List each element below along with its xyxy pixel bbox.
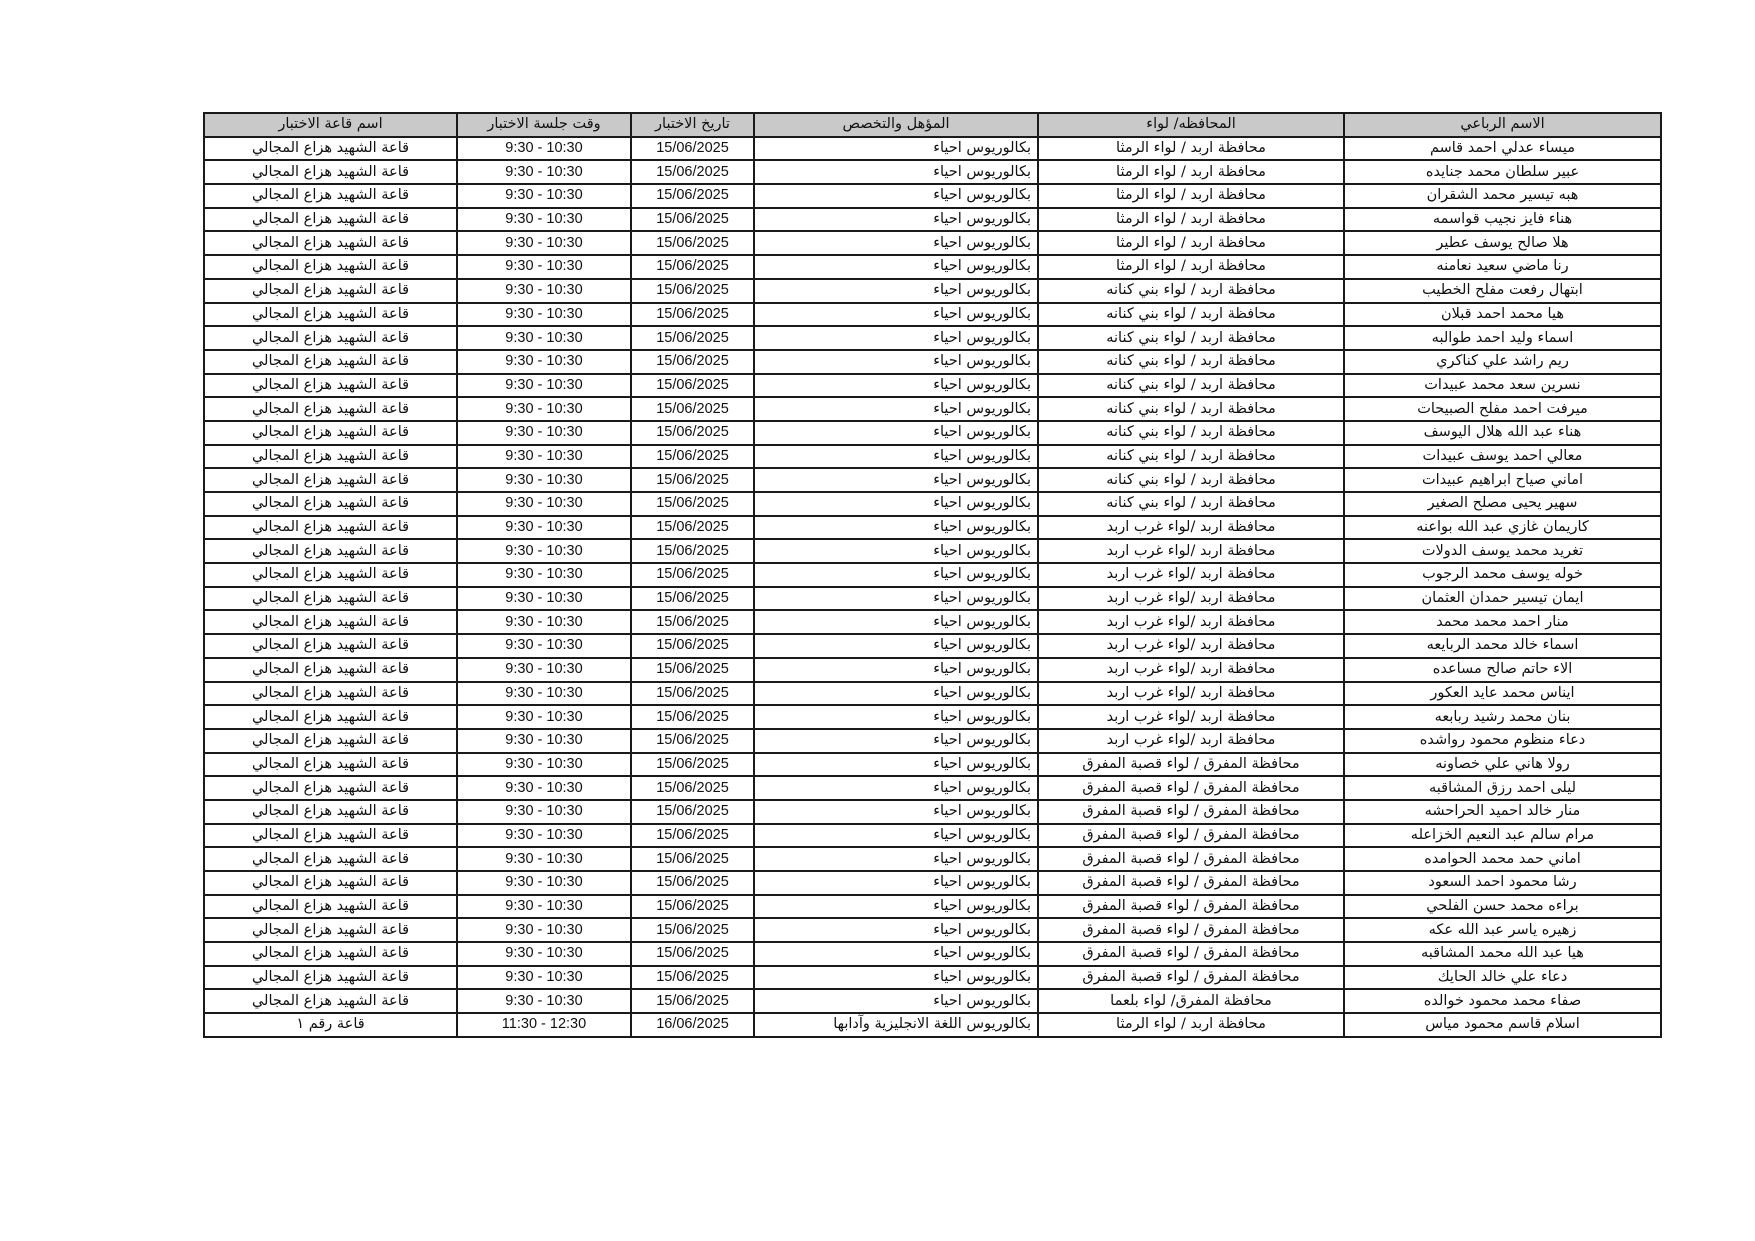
table-row xyxy=(204,895,1661,919)
cell-date: 15/06/2025 xyxy=(631,279,754,303)
cell-hall: قاعة الشهيد هزاع المجالي xyxy=(204,800,457,824)
cell-time: 11:30 - 12:30 xyxy=(457,1013,631,1037)
cell-time: 9:30 - 10:30 xyxy=(457,445,631,469)
cell-governorate: محافظة المفرق / لواء قصبة المفرق xyxy=(1038,895,1344,919)
table-row xyxy=(204,705,1661,729)
cell-governorate: محافظة اربد /لواء غرب اربد xyxy=(1038,729,1344,753)
cell-date: 15/06/2025 xyxy=(631,942,754,966)
cell-hall: قاعة الشهيد هزاع المجالي xyxy=(204,989,457,1013)
cell-date: 15/06/2025 xyxy=(631,492,754,516)
cell-governorate: محافظة اربد /لواء غرب اربد xyxy=(1038,539,1344,563)
cell-time: 9:30 - 10:30 xyxy=(457,374,631,398)
cell-governorate: محافظة اربد / لواء بني كنانه xyxy=(1038,279,1344,303)
cell-hall: قاعة الشهيد هزاع المجالي xyxy=(204,682,457,706)
table-row xyxy=(204,326,1661,350)
cell-qualification: بكالوريوس احياء xyxy=(754,516,1038,540)
cell-governorate: محافظة اربد / لواء الرمثا xyxy=(1038,1013,1344,1037)
table-row xyxy=(204,942,1661,966)
cell-time: 9:30 - 10:30 xyxy=(457,824,631,848)
cell-time: 9:30 - 10:30 xyxy=(457,682,631,706)
cell-date: 15/06/2025 xyxy=(631,231,754,255)
cell-governorate: محافظة اربد / لواء بني كنانه xyxy=(1038,445,1344,469)
cell-name: هناء عبد الله هلال اليوسف xyxy=(1344,421,1661,445)
cell-hall: قاعة الشهيد هزاع المجالي xyxy=(204,279,457,303)
cell-date: 15/06/2025 xyxy=(631,847,754,871)
cell-governorate: محافظة اربد / لواء بني كنانه xyxy=(1038,492,1344,516)
cell-name: اماني صياح ابراهيم عبيدات xyxy=(1344,468,1661,492)
cell-date: 15/06/2025 xyxy=(631,895,754,919)
cell-time: 9:30 - 10:30 xyxy=(457,397,631,421)
cell-name: هيا عبد الله محمد المشاقبه xyxy=(1344,942,1661,966)
cell-name: ليلى احمد رزق المشاقبه xyxy=(1344,776,1661,800)
cell-time: 9:30 - 10:30 xyxy=(457,516,631,540)
cell-governorate: محافظة اربد / لواء بني كنانه xyxy=(1038,350,1344,374)
cell-governorate: محافظة اربد /لواء غرب اربد xyxy=(1038,634,1344,658)
cell-governorate: محافظة اربد /لواء غرب اربد xyxy=(1038,682,1344,706)
table-row xyxy=(204,231,1661,255)
cell-governorate: محافظة اربد / لواء الرمثا xyxy=(1038,231,1344,255)
cell-qualification: بكالوريوس احياء xyxy=(754,397,1038,421)
cell-name: كاريمان غازي عبد الله بواعنه xyxy=(1344,516,1661,540)
table-row xyxy=(204,824,1661,848)
cell-hall: قاعة الشهيد هزاع المجالي xyxy=(204,563,457,587)
cell-date: 15/06/2025 xyxy=(631,137,754,161)
cell-time: 9:30 - 10:30 xyxy=(457,539,631,563)
cell-time: 9:30 - 10:30 xyxy=(457,729,631,753)
cell-time: 9:30 - 10:30 xyxy=(457,255,631,279)
cell-governorate: محافظة اربد / لواء بني كنانه xyxy=(1038,468,1344,492)
cell-name: مرام سالم عبد النعيم الخزاعله xyxy=(1344,824,1661,848)
cell-governorate: محافظة المفرق / لواء قصبة المفرق xyxy=(1038,847,1344,871)
table-row xyxy=(204,847,1661,871)
table-row xyxy=(204,729,1661,753)
cell-date: 15/06/2025 xyxy=(631,445,754,469)
cell-time: 9:30 - 10:30 xyxy=(457,279,631,303)
table-row xyxy=(204,184,1661,208)
cell-qualification: بكالوريوس احياء xyxy=(754,137,1038,161)
cell-time: 9:30 - 10:30 xyxy=(457,966,631,990)
cell-governorate: محافظة المفرق / لواء قصبة المفرق xyxy=(1038,753,1344,777)
cell-qualification: بكالوريوس احياء xyxy=(754,421,1038,445)
table-body xyxy=(204,137,1661,1037)
cell-date: 15/06/2025 xyxy=(631,800,754,824)
cell-date: 15/06/2025 xyxy=(631,824,754,848)
cell-date: 15/06/2025 xyxy=(631,326,754,350)
cell-time: 9:30 - 10:30 xyxy=(457,231,631,255)
cell-name: عبير سلطان محمد جنايده xyxy=(1344,160,1661,184)
cell-qualification: بكالوريوس احياء xyxy=(754,966,1038,990)
cell-governorate: محافظة المفرق / لواء قصبة المفرق xyxy=(1038,824,1344,848)
header-name: الاسم الرباعي xyxy=(1344,113,1661,137)
cell-hall: قاعة الشهيد هزاع المجالي xyxy=(204,776,457,800)
cell-time: 9:30 - 10:30 xyxy=(457,634,631,658)
cell-hall: قاعة الشهيد هزاع المجالي xyxy=(204,895,457,919)
cell-qualification: بكالوريوس احياء xyxy=(754,847,1038,871)
cell-hall: قاعة الشهيد هزاع المجالي xyxy=(204,303,457,327)
header-governorate: المحافظه/ لواء xyxy=(1038,113,1344,137)
cell-qualification: بكالوريوس احياء xyxy=(754,634,1038,658)
cell-name: بنان محمد رشيد ربابعه xyxy=(1344,705,1661,729)
cell-qualification: بكالوريوس احياء xyxy=(754,184,1038,208)
cell-qualification: بكالوريوس احياء xyxy=(754,895,1038,919)
cell-date: 15/06/2025 xyxy=(631,776,754,800)
cell-time: 9:30 - 10:30 xyxy=(457,492,631,516)
cell-name: هلا صالح يوسف عطير xyxy=(1344,231,1661,255)
cell-hall: قاعة الشهيد هزاع المجالي xyxy=(204,516,457,540)
cell-date: 15/06/2025 xyxy=(631,729,754,753)
cell-qualification: بكالوريوس احياء xyxy=(754,658,1038,682)
cell-hall: قاعة الشهيد هزاع المجالي xyxy=(204,397,457,421)
cell-hall: قاعة الشهيد هزاع المجالي xyxy=(204,137,457,161)
table-row xyxy=(204,610,1661,634)
cell-date: 15/06/2025 xyxy=(631,705,754,729)
cell-name: اسماء خالد محمد الربايعه xyxy=(1344,634,1661,658)
cell-time: 9:30 - 10:30 xyxy=(457,658,631,682)
table-row xyxy=(204,871,1661,895)
exam-schedule-table xyxy=(203,112,1662,1038)
cell-hall: قاعة الشهيد هزاع المجالي xyxy=(204,587,457,611)
cell-time: 9:30 - 10:30 xyxy=(457,303,631,327)
cell-date: 15/06/2025 xyxy=(631,563,754,587)
cell-qualification: بكالوريوس احياء xyxy=(754,871,1038,895)
cell-hall: قاعة الشهيد هزاع المجالي xyxy=(204,468,457,492)
cell-hall: قاعة الشهيد هزاع المجالي xyxy=(204,184,457,208)
cell-hall: قاعة الشهيد هزاع المجالي xyxy=(204,255,457,279)
table-row xyxy=(204,421,1661,445)
cell-name: الاء حاتم صالح مساعده xyxy=(1344,658,1661,682)
cell-hall: قاعة الشهيد هزاع المجالي xyxy=(204,658,457,682)
cell-governorate: محافظة اربد /لواء غرب اربد xyxy=(1038,705,1344,729)
table-row xyxy=(204,966,1661,990)
table-row xyxy=(204,800,1661,824)
cell-name: رشا محمود احمد السعود xyxy=(1344,871,1661,895)
table-row xyxy=(204,468,1661,492)
header-date: تاريخ الاختبار xyxy=(631,113,754,137)
header-qualification: المؤهل والتخصص xyxy=(754,113,1038,137)
table-row xyxy=(204,303,1661,327)
table-row xyxy=(204,279,1661,303)
cell-date: 15/06/2025 xyxy=(631,871,754,895)
cell-hall: قاعة الشهيد هزاع المجالي xyxy=(204,966,457,990)
cell-date: 15/06/2025 xyxy=(631,208,754,232)
cell-qualification: بكالوريوس احياء xyxy=(754,942,1038,966)
cell-name: هيا محمد احمد قبلان xyxy=(1344,303,1661,327)
cell-time: 9:30 - 10:30 xyxy=(457,800,631,824)
cell-date: 15/06/2025 xyxy=(631,468,754,492)
table-row xyxy=(204,989,1661,1013)
cell-date: 15/06/2025 xyxy=(631,160,754,184)
cell-date: 15/06/2025 xyxy=(631,682,754,706)
cell-qualification: بكالوريوس احياء xyxy=(754,989,1038,1013)
table-row xyxy=(204,208,1661,232)
cell-date: 15/06/2025 xyxy=(631,634,754,658)
cell-qualification: بكالوريوس احياء xyxy=(754,729,1038,753)
cell-qualification: بكالوريوس احياء xyxy=(754,587,1038,611)
cell-governorate: محافظة المفرق / لواء قصبة المفرق xyxy=(1038,942,1344,966)
cell-qualification: بكالوريوس احياء xyxy=(754,255,1038,279)
cell-hall: قاعة الشهيد هزاع المجالي xyxy=(204,847,457,871)
cell-qualification: بكالوريوس احياء xyxy=(754,492,1038,516)
table-row xyxy=(204,634,1661,658)
cell-qualification: بكالوريوس احياء xyxy=(754,776,1038,800)
cell-name: براءه محمد حسن الفلحي xyxy=(1344,895,1661,919)
cell-time: 9:30 - 10:30 xyxy=(457,610,631,634)
table-row xyxy=(204,918,1661,942)
cell-qualification: بكالوريوس احياء xyxy=(754,326,1038,350)
cell-date: 15/06/2025 xyxy=(631,587,754,611)
cell-name: اسلام قاسم محمود مياس xyxy=(1344,1013,1661,1037)
cell-date: 15/06/2025 xyxy=(631,658,754,682)
cell-governorate: محافظة اربد /لواء غرب اربد xyxy=(1038,587,1344,611)
cell-date: 15/06/2025 xyxy=(631,350,754,374)
cell-date: 15/06/2025 xyxy=(631,918,754,942)
cell-time: 9:30 - 10:30 xyxy=(457,326,631,350)
cell-date: 15/06/2025 xyxy=(631,966,754,990)
table-row xyxy=(204,516,1661,540)
cell-governorate: محافظة المفرق / لواء قصبة المفرق xyxy=(1038,871,1344,895)
cell-hall: قاعة الشهيد هزاع المجالي xyxy=(204,753,457,777)
cell-governorate: محافظة اربد / لواء بني كنانه xyxy=(1038,397,1344,421)
cell-name: اماني حمد محمد الحوامده xyxy=(1344,847,1661,871)
cell-qualification: بكالوريوس احياء xyxy=(754,539,1038,563)
cell-governorate: محافظة اربد / لواء بني كنانه xyxy=(1038,421,1344,445)
cell-governorate: محافظة اربد / لواء الرمثا xyxy=(1038,208,1344,232)
cell-time: 9:30 - 10:30 xyxy=(457,753,631,777)
table-row xyxy=(204,563,1661,587)
table-row xyxy=(204,587,1661,611)
table-row xyxy=(204,445,1661,469)
cell-hall: قاعة الشهيد هزاع المجالي xyxy=(204,208,457,232)
cell-governorate: محافظة المفرق / لواء قصبة المفرق xyxy=(1038,800,1344,824)
cell-qualification: بكالوريوس احياء xyxy=(754,303,1038,327)
cell-hall: قاعة رقم ١ xyxy=(204,1013,457,1037)
cell-name: ميرفت احمد مفلح الصبيحات xyxy=(1344,397,1661,421)
table-header-row xyxy=(204,113,1661,137)
cell-governorate: محافظة اربد /لواء غرب اربد xyxy=(1038,563,1344,587)
cell-qualification: بكالوريوس احياء xyxy=(754,445,1038,469)
cell-governorate: محافظة اربد / لواء الرمثا xyxy=(1038,137,1344,161)
cell-qualification: بكالوريوس احياء xyxy=(754,610,1038,634)
cell-hall: قاعة الشهيد هزاع المجالي xyxy=(204,326,457,350)
cell-name: ايمان تيسير حمدان العثمان xyxy=(1344,587,1661,611)
cell-date: 15/06/2025 xyxy=(631,303,754,327)
cell-name: ميساء عدلي احمد قاسم xyxy=(1344,137,1661,161)
cell-time: 9:30 - 10:30 xyxy=(457,989,631,1013)
cell-time: 9:30 - 10:30 xyxy=(457,184,631,208)
cell-date: 16/06/2025 xyxy=(631,1013,754,1037)
cell-hall: قاعة الشهيد هزاع المجالي xyxy=(204,705,457,729)
cell-time: 9:30 - 10:30 xyxy=(457,350,631,374)
cell-governorate: محافظة المفرق / لواء قصبة المفرق xyxy=(1038,918,1344,942)
cell-governorate: محافظة اربد /لواء غرب اربد xyxy=(1038,658,1344,682)
cell-hall: قاعة الشهيد هزاع المجالي xyxy=(204,871,457,895)
cell-qualification: بكالوريوس احياء xyxy=(754,468,1038,492)
cell-name: هبه تيسير محمد الشقران xyxy=(1344,184,1661,208)
cell-name: منار احمد محمد محمد xyxy=(1344,610,1661,634)
cell-hall: قاعة الشهيد هزاع المجالي xyxy=(204,634,457,658)
cell-time: 9:30 - 10:30 xyxy=(457,871,631,895)
cell-hall: قاعة الشهيد هزاع المجالي xyxy=(204,824,457,848)
cell-name: خوله يوسف محمد الرجوب xyxy=(1344,563,1661,587)
cell-name: منار خالد احميد الحراحشه xyxy=(1344,800,1661,824)
cell-date: 15/06/2025 xyxy=(631,610,754,634)
cell-qualification: بكالوريوس احياء xyxy=(754,800,1038,824)
cell-qualification: بكالوريوس احياء xyxy=(754,160,1038,184)
cell-date: 15/06/2025 xyxy=(631,516,754,540)
table-row xyxy=(204,1013,1661,1037)
cell-date: 15/06/2025 xyxy=(631,421,754,445)
cell-name: ريم راشد علي كناكري xyxy=(1344,350,1661,374)
cell-qualification: بكالوريوس احياء xyxy=(754,753,1038,777)
cell-qualification: بكالوريوس احياء xyxy=(754,231,1038,255)
cell-time: 9:30 - 10:30 xyxy=(457,160,631,184)
table-row xyxy=(204,539,1661,563)
cell-name: زهيره ياسر عبد الله عكه xyxy=(1344,918,1661,942)
cell-name: ايناس محمد عايد العكور xyxy=(1344,682,1661,706)
cell-time: 9:30 - 10:30 xyxy=(457,847,631,871)
cell-date: 15/06/2025 xyxy=(631,255,754,279)
cell-time: 9:30 - 10:30 xyxy=(457,563,631,587)
cell-hall: قاعة الشهيد هزاع المجالي xyxy=(204,918,457,942)
cell-qualification: بكالوريوس احياء xyxy=(754,563,1038,587)
cell-governorate: محافظة اربد / لواء الرمثا xyxy=(1038,160,1344,184)
cell-date: 15/06/2025 xyxy=(631,989,754,1013)
header-hall: اسم قاعة الاختبار xyxy=(204,113,457,137)
table-row xyxy=(204,776,1661,800)
cell-governorate: محافظة المفرق / لواء قصبة المفرق xyxy=(1038,776,1344,800)
cell-qualification: بكالوريوس احياء xyxy=(754,918,1038,942)
cell-date: 15/06/2025 xyxy=(631,753,754,777)
cell-qualification: بكالوريوس احياء xyxy=(754,350,1038,374)
cell-name: هناء فايز نجيب قواسمه xyxy=(1344,208,1661,232)
cell-governorate: محافظة اربد / لواء الرمثا xyxy=(1038,184,1344,208)
table-row xyxy=(204,137,1661,161)
table-row xyxy=(204,255,1661,279)
cell-qualification: بكالوريوس احياء xyxy=(754,374,1038,398)
cell-name: ابتهال رفعت مفلح الخطيب xyxy=(1344,279,1661,303)
cell-hall: قاعة الشهيد هزاع المجالي xyxy=(204,610,457,634)
cell-time: 9:30 - 10:30 xyxy=(457,918,631,942)
cell-governorate: محافظة اربد / لواء بني كنانه xyxy=(1038,303,1344,327)
table-row xyxy=(204,682,1661,706)
cell-time: 9:30 - 10:30 xyxy=(457,942,631,966)
cell-name: رولا هاني علي خصاونه xyxy=(1344,753,1661,777)
cell-name: نسرين سعد محمد عبيدات xyxy=(1344,374,1661,398)
cell-qualification: بكالوريوس احياء xyxy=(754,279,1038,303)
cell-governorate: محافظة اربد /لواء غرب اربد xyxy=(1038,610,1344,634)
cell-time: 9:30 - 10:30 xyxy=(457,137,631,161)
table-row xyxy=(204,374,1661,398)
cell-hall: قاعة الشهيد هزاع المجالي xyxy=(204,160,457,184)
table-row xyxy=(204,492,1661,516)
table-row xyxy=(204,160,1661,184)
cell-name: سهير يحيى مصلح الصغير xyxy=(1344,492,1661,516)
cell-date: 15/06/2025 xyxy=(631,374,754,398)
cell-qualification: بكالوريوس احياء xyxy=(754,208,1038,232)
cell-name: دعاء علي خالد الحايك xyxy=(1344,966,1661,990)
cell-name: اسماء وليد احمد طوالبه xyxy=(1344,326,1661,350)
cell-hall: قاعة الشهيد هزاع المجالي xyxy=(204,445,457,469)
cell-time: 9:30 - 10:30 xyxy=(457,468,631,492)
cell-time: 9:30 - 10:30 xyxy=(457,208,631,232)
table-row xyxy=(204,658,1661,682)
cell-hall: قاعة الشهيد هزاع المجالي xyxy=(204,421,457,445)
table-row xyxy=(204,753,1661,777)
cell-date: 15/06/2025 xyxy=(631,539,754,563)
cell-time: 9:30 - 10:30 xyxy=(457,421,631,445)
table-row xyxy=(204,397,1661,421)
cell-time: 9:30 - 10:30 xyxy=(457,776,631,800)
cell-governorate: محافظة اربد /لواء غرب اربد xyxy=(1038,516,1344,540)
cell-time: 9:30 - 10:30 xyxy=(457,705,631,729)
cell-hall: قاعة الشهيد هزاع المجالي xyxy=(204,539,457,563)
cell-hall: قاعة الشهيد هزاع المجالي xyxy=(204,729,457,753)
cell-hall: قاعة الشهيد هزاع المجالي xyxy=(204,374,457,398)
cell-date: 15/06/2025 xyxy=(631,397,754,421)
cell-hall: قاعة الشهيد هزاع المجالي xyxy=(204,231,457,255)
cell-qualification: بكالوريوس احياء xyxy=(754,682,1038,706)
cell-name: رنا ماضي سعيد نعامنه xyxy=(1344,255,1661,279)
cell-date: 15/06/2025 xyxy=(631,184,754,208)
cell-name: تغريد محمد يوسف الدولات xyxy=(1344,539,1661,563)
cell-hall: قاعة الشهيد هزاع المجالي xyxy=(204,492,457,516)
cell-time: 9:30 - 10:30 xyxy=(457,587,631,611)
cell-governorate: محافظة اربد / لواء الرمثا xyxy=(1038,255,1344,279)
cell-hall: قاعة الشهيد هزاع المجالي xyxy=(204,350,457,374)
cell-governorate: محافظة المفرق/ لواء بلعما xyxy=(1038,989,1344,1013)
cell-name: دعاء منظوم محمود رواشده xyxy=(1344,729,1661,753)
cell-name: معالي احمد يوسف عبيدات xyxy=(1344,445,1661,469)
cell-qualification: بكالوريوس اللغة الانجليزية وآدابها xyxy=(754,1013,1038,1037)
cell-name: صفاء محمد محمود خوالده xyxy=(1344,989,1661,1013)
cell-qualification: بكالوريوس احياء xyxy=(754,705,1038,729)
header-time: وقت جلسة الاختبار xyxy=(457,113,631,137)
cell-qualification: بكالوريوس احياء xyxy=(754,824,1038,848)
table-row xyxy=(204,350,1661,374)
cell-governorate: محافظة اربد / لواء بني كنانه xyxy=(1038,326,1344,350)
cell-time: 9:30 - 10:30 xyxy=(457,895,631,919)
cell-hall: قاعة الشهيد هزاع المجالي xyxy=(204,942,457,966)
cell-governorate: محافظة المفرق / لواء قصبة المفرق xyxy=(1038,966,1344,990)
cell-governorate: محافظة اربد / لواء بني كنانه xyxy=(1038,374,1344,398)
